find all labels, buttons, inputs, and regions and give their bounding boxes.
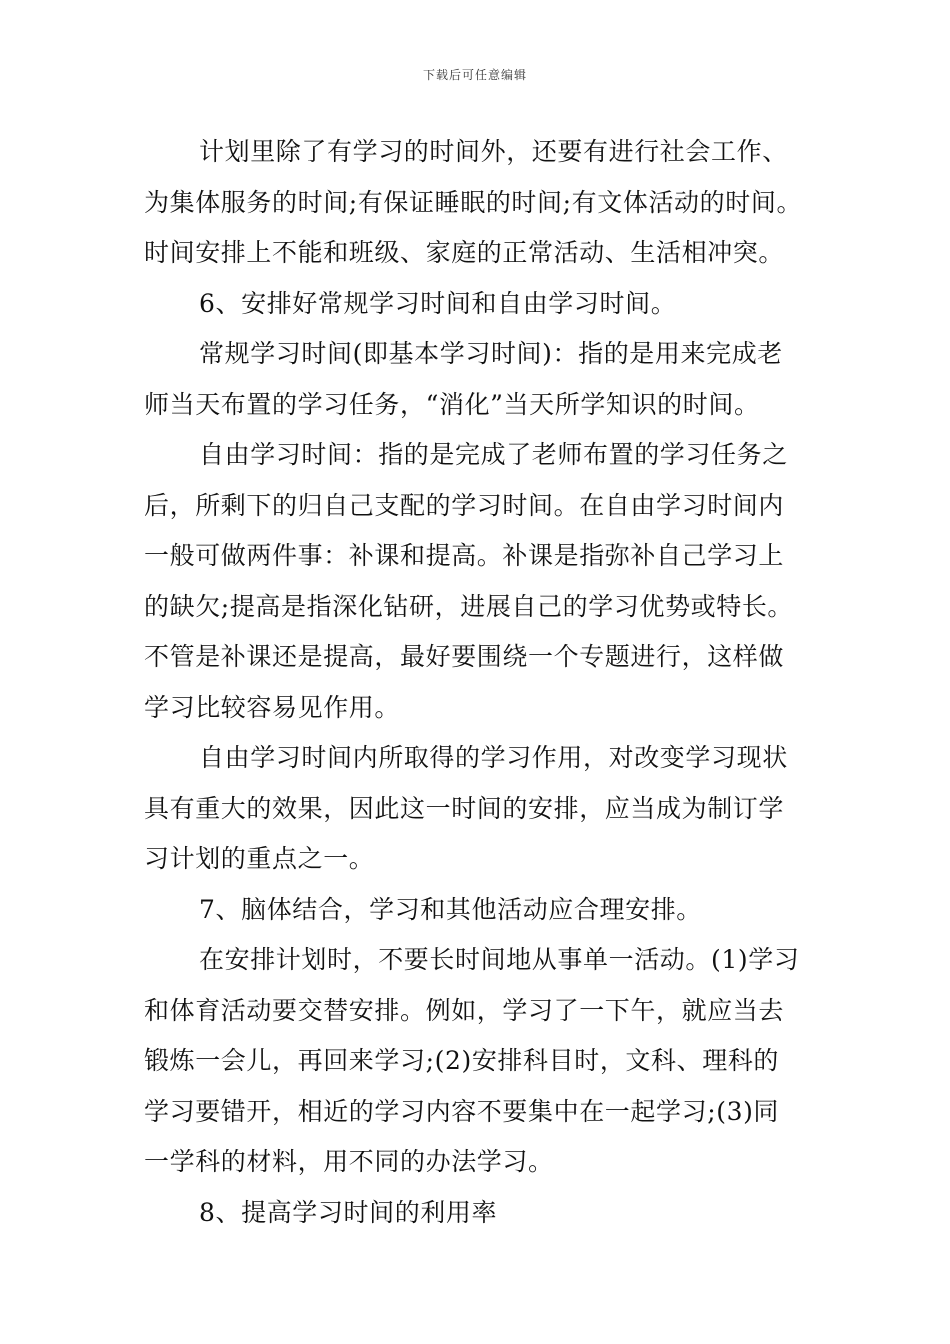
document-body — [144, 127, 812, 1238]
text-line: 计划里除了有学习的时间外，还要有进行社会工作、 — [199, 137, 788, 166]
text-line: 8、提高学习时间的利用率 — [199, 1197, 498, 1227]
text-line: 自由学习时间内所取得的学习作用，对改变学习现状 — [199, 743, 788, 772]
text-line: 时间安排上不能和班级、家庭的正常活动、生活相冲突。 — [144, 238, 785, 267]
text-line: 和体育活动要交替安排。例如，学习了一下午，就应当去 — [144, 995, 785, 1025]
text-line: 为集体服务的时间;有保证睡眠的时间;有文体活动的时间。 — [144, 187, 803, 217]
text-line: 师当天布置的学习任务，“消化”当天所学知识的时间。 — [144, 389, 760, 419]
page-header: 下载后可任意编辑 — [422, 68, 527, 82]
text-line: 学习比较容易见作用。 — [144, 692, 401, 722]
text-line: 常规学习时间(即基本学习时间)：指的是用来完成老 — [199, 339, 783, 368]
text-line: 不管是补课还是提高，最好要围绕一个专题进行，这样做 — [144, 642, 785, 671]
text-line: 6、安排好常规学习时间和自由学习时间。 — [199, 288, 677, 318]
text-line: 一学科的材料，用不同的办法学习。 — [144, 1147, 554, 1176]
text-line: 具有重大的效果，因此这一时间的安排，应当成为制订学 — [144, 793, 785, 823]
text-line: 习计划的重点之一。 — [144, 844, 375, 873]
text-line: 在安排计划时，不要长时间地从事单一活动。(1)学习 — [199, 945, 800, 974]
text-line: 一般可做两件事：补课和提高。补课是指弥补自己学习上 — [144, 541, 785, 570]
text-line: 7、脑体结合，学习和其他活动应合理安排。 — [199, 894, 702, 924]
text-line: 自由学习时间：指的是完成了老师布置的学习任务之 — [199, 440, 788, 469]
text-line: 后，所剩下的归自己支配的学习时间。在自由学习时间内 — [144, 490, 785, 520]
text-line: 锻炼一会儿，再回来学习;(2)安排科目时，文科、理科的 — [144, 1046, 780, 1075]
text-line: 学习要错开，相近的学习内容不要集中在一起学习;(3)同 — [144, 1096, 780, 1126]
text-line: 的缺欠;提高是指深化钻研，进展自己的学习优势或特长。 — [144, 591, 794, 621]
